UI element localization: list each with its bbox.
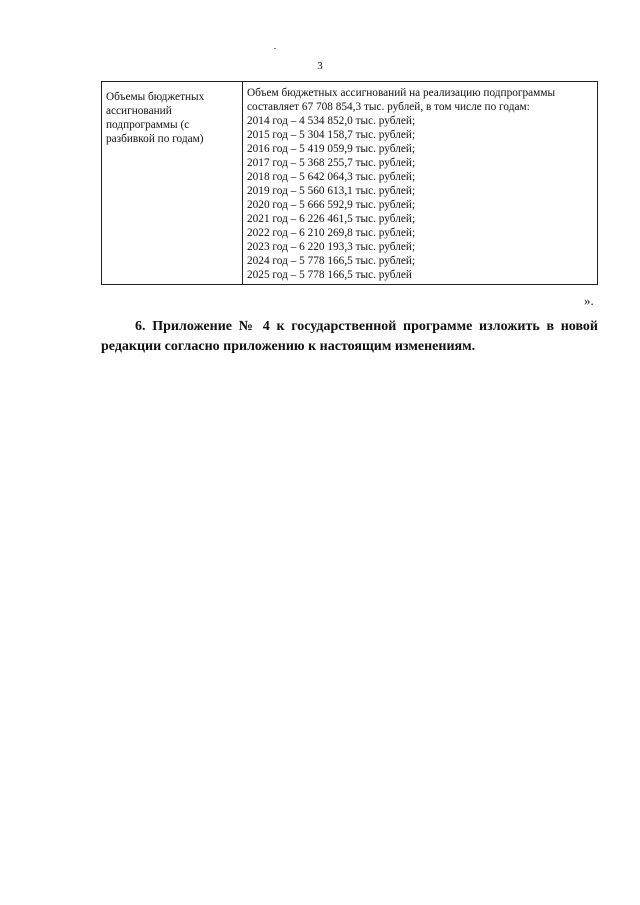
label-line: разбивкой по годам) [106, 133, 204, 145]
page-number: 3 [317, 60, 323, 72]
label-line: подпрограммы (с [106, 119, 190, 131]
year-line: 2018 год – 5 642 064,3 тыс. рублей; [247, 171, 416, 183]
year-line: 2015 год – 5 304 158,7 тыс. рублей; [247, 129, 416, 141]
year-line: 2020 год – 5 666 592,9 тыс. рублей; [247, 199, 416, 211]
value-cell [243, 82, 598, 285]
year-line: 2021 год – 6 226 461,5 тыс. рублей; [247, 213, 416, 225]
intro-line: составляет 67 708 854,3 тыс. рублей, в том числе по годам: [247, 101, 530, 113]
year-line: 2024 год – 5 778 166,5 тыс. рублей; [247, 255, 416, 267]
intro-line: Объем бюджетных ассигнований на реализацию подпрограммы [247, 87, 556, 99]
year-line: 2014 год – 4 534 852,0 тыс. рублей; [247, 115, 416, 127]
label-line: ассигнований [106, 105, 172, 117]
table-row [102, 82, 598, 285]
closing-quote: ». [584, 293, 594, 308]
year-line: 2019 год – 5 560 613,1 тыс. рублей; [247, 185, 416, 197]
year-line: 2017 год – 5 368 255,7 тыс. рублей; [247, 157, 416, 169]
year-line: 2025 год – 5 778 166,5 тыс. рублей [247, 269, 412, 281]
year-line: 2023 год – 6 220 193,3 тыс. рублей; [247, 241, 416, 253]
paragraph-item-6: 6. Приложение № 4 к государственной программе изложить в новой редакции согласно приложению к настоящим изменениям. [101, 319, 598, 354]
budget-table [101, 81, 598, 285]
label-line: Объемы бюджетных [106, 91, 205, 103]
scan-speck [274, 48, 276, 49]
year-line: 2022 год – 6 210 269,8 тыс. рублей; [247, 227, 416, 239]
year-line: 2016 год – 5 419 059,9 тыс. рублей; [247, 143, 416, 155]
label-cell [102, 82, 243, 285]
